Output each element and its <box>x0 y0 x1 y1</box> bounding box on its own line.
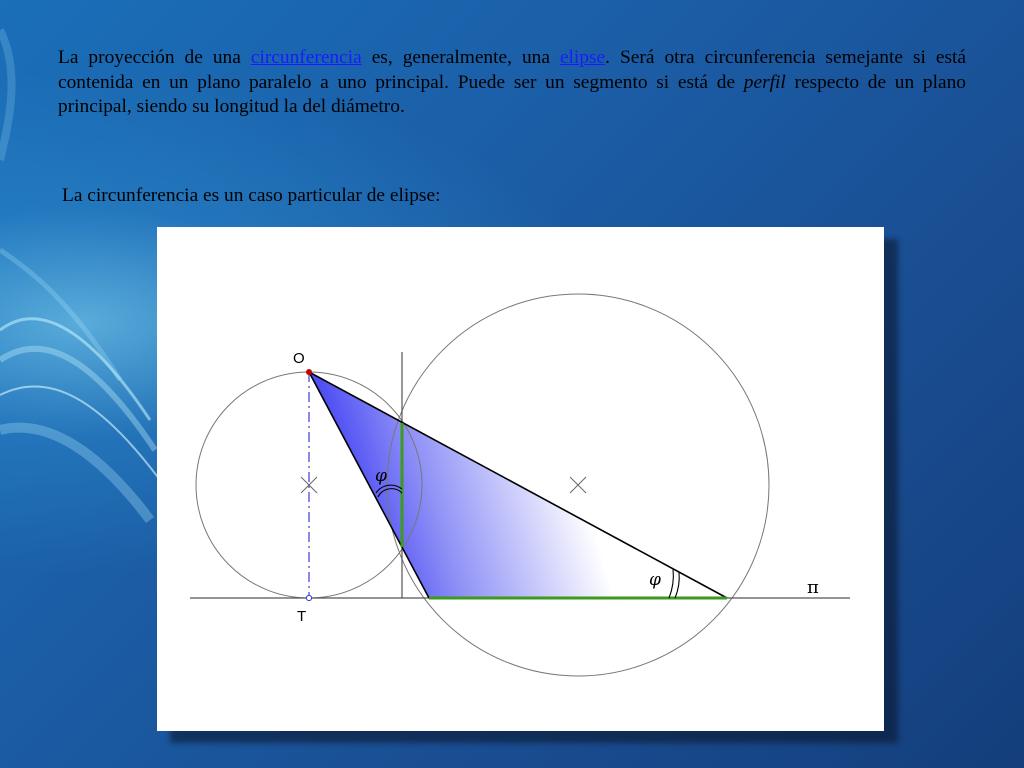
perfil-emphasis: perfil <box>743 71 786 93</box>
subtitle: La circunferencia es un caso particular de elipse: <box>62 185 441 206</box>
label-o: O <box>293 350 305 367</box>
label-phi-left: φ <box>375 466 387 486</box>
paragraph-text-3: . Será otra circunferencia semejante si está contenida en un plano paralelo a uno principal. Puede ser un segmento si está de <box>58 47 967 93</box>
paragraph-text-1: La proyección de una <box>58 47 251 68</box>
intro-paragraph <box>58 46 966 120</box>
circunferencia-link[interactable]: circunferencia <box>250 47 362 68</box>
paragraph-text-4: respecto de un plano principal, siendo su longitud la del diámetro. <box>58 71 966 117</box>
large-circle-center-mark <box>570 477 586 493</box>
label-t: T <box>297 608 307 625</box>
geometry-diagram <box>157 227 884 731</box>
label-phi-right: φ <box>649 570 661 590</box>
elipse-link[interactable]: elipse <box>559 47 606 68</box>
geometry-figure <box>157 227 884 731</box>
paragraph-text-2: es, generalmente, una <box>361 47 560 68</box>
point-t <box>306 595 311 600</box>
point-o <box>306 369 312 375</box>
label-pi: π <box>807 577 819 598</box>
